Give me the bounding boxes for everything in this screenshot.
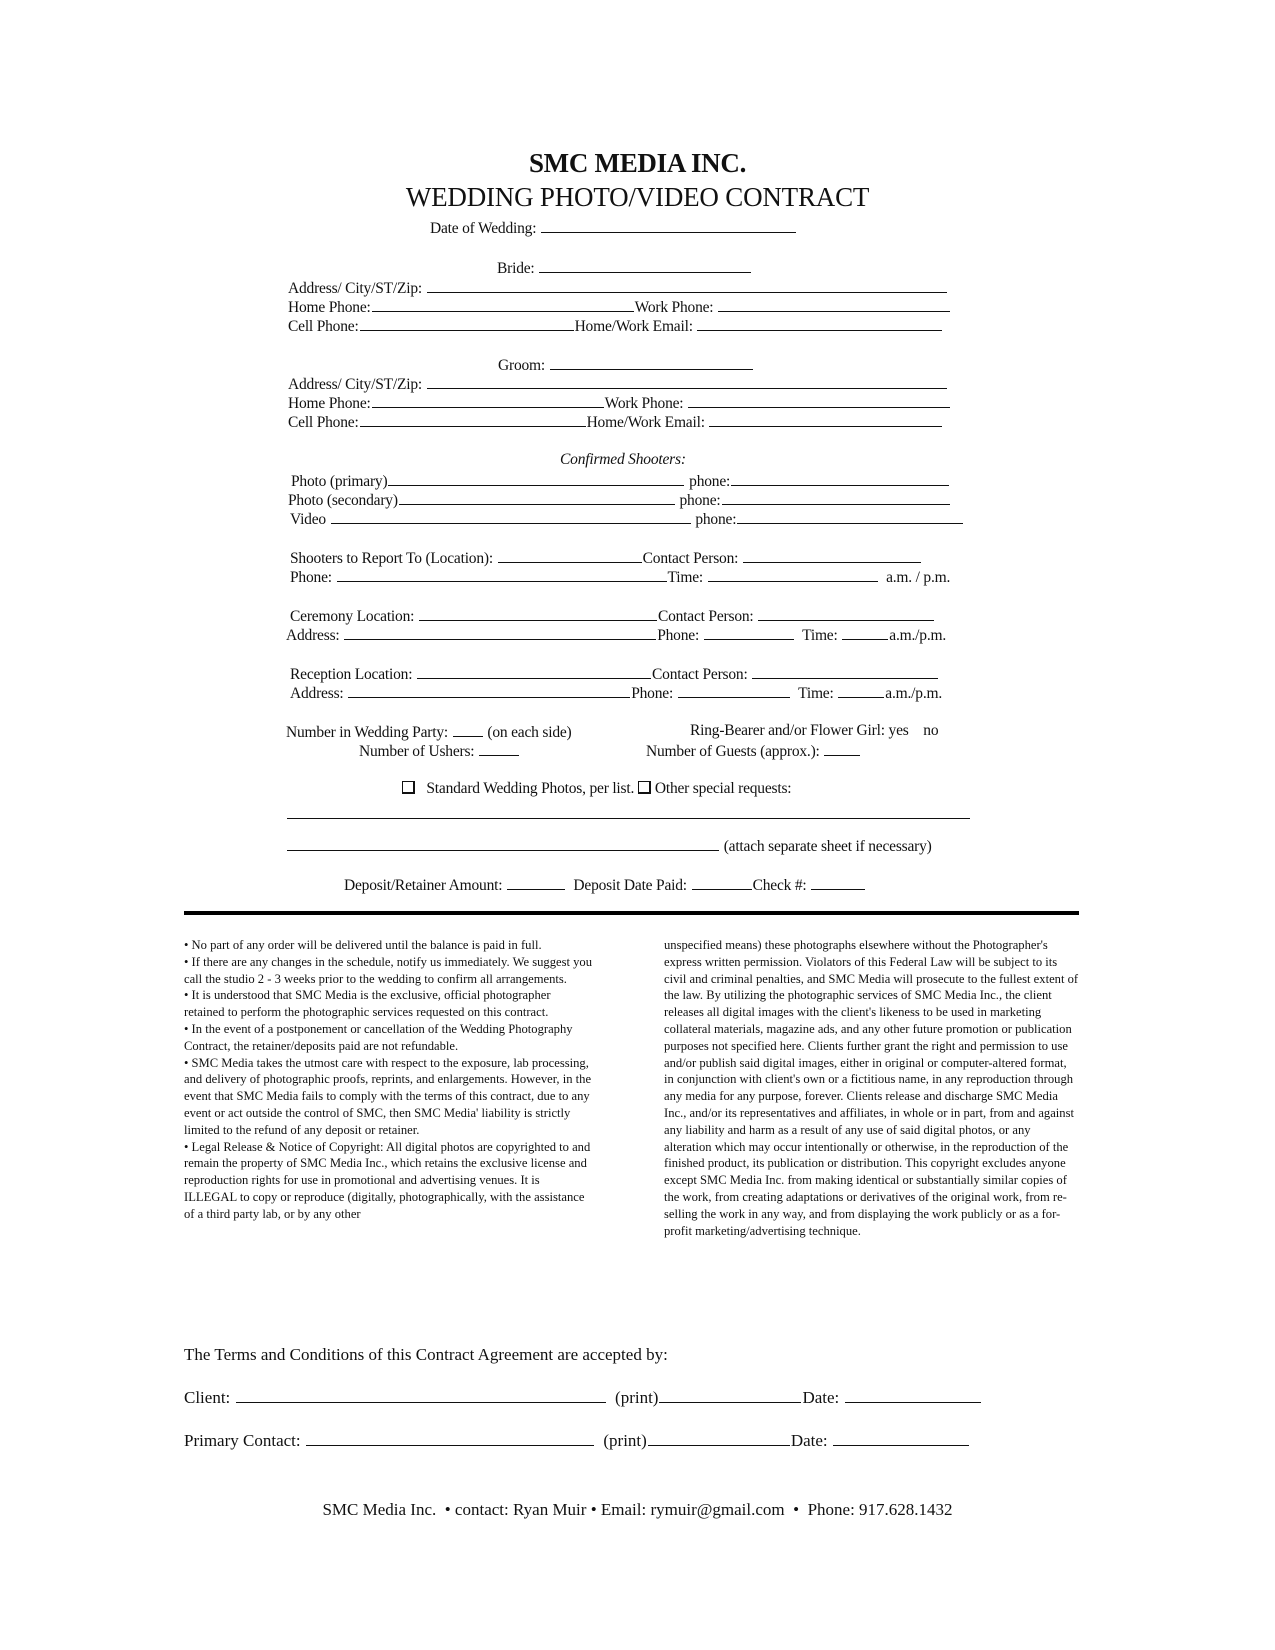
reception-contact-label: Contact Person: bbox=[652, 666, 748, 683]
shooter-name-field[interactable] bbox=[331, 509, 691, 524]
ring-bearer-no-option[interactable]: no bbox=[923, 722, 939, 739]
shooter-label: Photo (primary) bbox=[291, 473, 388, 490]
primary-contact-date-label: Date: bbox=[790, 1431, 828, 1450]
report-ampm: a.m. / p.m. bbox=[886, 569, 951, 586]
ceremony-phone-field[interactable] bbox=[704, 625, 794, 640]
reception-ampm: a.m./p.m. bbox=[885, 685, 943, 702]
primary-contact-signature-row bbox=[184, 1431, 970, 1451]
groom-work-phone-label: Work Phone: bbox=[604, 395, 684, 412]
groom-label: Groom: bbox=[498, 357, 546, 374]
shooter-phone-field[interactable] bbox=[737, 509, 963, 524]
groom-address-label: Address/ City/ST/Zip: bbox=[288, 376, 423, 393]
reception-time-label: Time: bbox=[798, 685, 834, 702]
ushers-label: Number of Ushers: bbox=[359, 743, 475, 760]
ceremony-location-label: Ceremony Location: bbox=[290, 608, 415, 625]
terms-right-column bbox=[664, 937, 1079, 1239]
reception-location-field[interactable] bbox=[417, 664, 651, 679]
reception-location-row bbox=[290, 664, 939, 684]
terms-left-column bbox=[184, 937, 594, 1223]
bride-cell-phone-field[interactable] bbox=[360, 316, 574, 331]
term-item: • If there are any changes in the schedule, notify us immediately. We suggest you call the studio 2 - 3 weeks prior to the wedding to confirm all arrangements. bbox=[184, 954, 593, 986]
deposit-amount-field[interactable] bbox=[507, 875, 565, 890]
groom-cell-phone-field[interactable] bbox=[360, 412, 586, 427]
client-date-label: Date: bbox=[802, 1388, 840, 1407]
client-print-label: (print) bbox=[615, 1388, 659, 1407]
ceremony-location-row bbox=[290, 606, 935, 626]
date-of-wedding-row bbox=[430, 218, 797, 238]
ceremony-address-field[interactable] bbox=[344, 625, 656, 640]
shooter-row-video bbox=[290, 509, 964, 529]
shooter-phone-label: phone: bbox=[695, 511, 737, 528]
company-name: SMC MEDIA INC. bbox=[528, 148, 747, 178]
section-divider bbox=[184, 911, 1079, 915]
groom-home-phone-label: Home Phone: bbox=[288, 395, 371, 412]
confirmed-shooters-heading: Confirmed Shooters: bbox=[560, 451, 686, 468]
shooter-phone-label: phone: bbox=[689, 473, 731, 490]
primary-contact-signature-field[interactable] bbox=[306, 1431, 594, 1446]
report-contact-field[interactable] bbox=[743, 548, 921, 563]
shooter-name-field[interactable] bbox=[399, 490, 675, 505]
requests-row bbox=[402, 780, 791, 798]
special-requests-label: Other special requests: bbox=[654, 780, 792, 797]
ring-bearer-yes-option[interactable]: yes bbox=[888, 722, 909, 739]
client-print-field[interactable] bbox=[659, 1388, 801, 1403]
client-label: Client: bbox=[184, 1388, 231, 1407]
reception-address-field[interactable] bbox=[348, 683, 630, 698]
ceremony-address-label: Address: bbox=[286, 627, 340, 644]
bride-cell-row bbox=[288, 316, 943, 336]
bride-address-label: Address/ City/ST/Zip: bbox=[288, 280, 423, 297]
guests-field[interactable] bbox=[824, 741, 860, 756]
primary-contact-print-field[interactable] bbox=[648, 1431, 790, 1446]
check-number-field[interactable] bbox=[811, 875, 865, 890]
standard-photos-label: Standard Wedding Photos, per list. bbox=[426, 780, 635, 797]
ceremony-time-field[interactable] bbox=[842, 625, 888, 640]
bride-work-phone-field[interactable] bbox=[718, 297, 950, 312]
ring-bearer-row bbox=[690, 722, 938, 740]
report-location-field[interactable] bbox=[498, 548, 642, 563]
report-phone-label: Phone: bbox=[290, 569, 332, 586]
term-item: • Legal Release & Notice of Copyright: All digital photos are copyrighted to and remain the property of SMC Media Inc., which retains the exclusive license and reproduction rights for use in promotional and advertising venues. It is ILLEGAL to copy or reproduce (digitally, photographically, with the assistance of a third party lab, or by any other bbox=[184, 1139, 591, 1221]
client-signature-field[interactable] bbox=[236, 1388, 606, 1403]
report-location-label: Shooters to Report To (Location): bbox=[290, 550, 493, 567]
guests-label: Number of Guests (approx.): bbox=[646, 743, 820, 760]
ceremony-location-field[interactable] bbox=[419, 606, 657, 621]
reception-time-field[interactable] bbox=[838, 683, 884, 698]
reception-phone-field[interactable] bbox=[678, 683, 790, 698]
acceptance-heading: The Terms and Conditions of this Contract Agreement are accepted by: bbox=[184, 1345, 668, 1364]
wedding-party-field[interactable] bbox=[453, 722, 483, 737]
reception-location-label: Reception Location: bbox=[290, 666, 413, 683]
bride-home-phone-label: Home Phone: bbox=[288, 299, 371, 316]
term-item: • In the event of a postponement or cancellation of the Wedding Photography Contract, the retainer/deposits paid are not refundable. bbox=[184, 1021, 573, 1053]
groom-phone-row bbox=[288, 393, 951, 413]
special-requests-line-1[interactable] bbox=[287, 818, 970, 819]
bride-email-label: Home/Work Email: bbox=[574, 318, 693, 335]
footer-contact: SMC Media Inc. • contact: Ryan Muir • Email: rymuir@gmail.com • Phone: 917.628.1432 bbox=[322, 1500, 953, 1519]
deposit-amount-label: Deposit/Retainer Amount: bbox=[344, 877, 503, 894]
date-of-wedding-field[interactable] bbox=[541, 218, 796, 233]
bride-cell-phone-label: Cell Phone: bbox=[288, 318, 359, 335]
reception-phone-label: Phone: bbox=[631, 685, 674, 702]
bride-name-field[interactable] bbox=[539, 258, 751, 273]
groom-name-field[interactable] bbox=[550, 355, 753, 370]
bride-name-row bbox=[497, 258, 752, 278]
ceremony-contact-field[interactable] bbox=[758, 606, 934, 621]
bride-email-field[interactable] bbox=[697, 316, 942, 331]
shooter-row-photo-secondary bbox=[288, 490, 951, 510]
wedding-party-suffix: (on each side) bbox=[487, 724, 572, 741]
deposit-row bbox=[344, 875, 866, 895]
term-continuation: unspecified means) these photographs elsewhere without the Photographer's express written permission. Violators of this Federal Law will be subject to its civil and criminal penalties, and SMC Media will prosecute to the fullest extent of the law. By utilizing the photographic services of SMC Media Inc., the client releases all digital images with the client's likeness to be used in marketing collateral materials, magazine ads, and any other future promotion or publication purposes not specified here. Clients further grant the right and permission to use and/or publish said digital images, either in original or computer-altered format, in conjunction with client's own or a fictitious name, in any reproduction through any media for any purpose, forever. Clients release and discharge SMC Media Inc., and/or its representatives and affiliates, in whole or in part, from and against any liability and harm as a result of any use of said digital photos, or any alteration which may occur intentionally or otherwise, in the reproduction of the finished product, its publication or distribution. This copyright excludes anyone except SMC Media Inc. from making identical or substantially similar copies of the work, from creating adaptations or derivatives of the original work, from re-selling the work in any way, and from displaying the work publicly or as a for-profit marketing/advertising technique. bbox=[664, 938, 1079, 1238]
bride-label: Bride: bbox=[497, 260, 535, 277]
report-time-field[interactable] bbox=[708, 567, 878, 582]
reception-contact-field[interactable] bbox=[752, 664, 938, 679]
report-time-label: Time: bbox=[667, 569, 704, 586]
ceremony-time-label: Time: bbox=[802, 627, 838, 644]
deposit-date-label: Deposit Date Paid: bbox=[573, 877, 687, 894]
report-location-row bbox=[290, 548, 922, 568]
primary-contact-print-label: (print) bbox=[603, 1431, 647, 1450]
special-requests-line-2[interactable] bbox=[287, 836, 719, 851]
shooter-phone-label: phone: bbox=[679, 492, 721, 509]
groom-address-field[interactable] bbox=[427, 374, 947, 389]
groom-email-field[interactable] bbox=[709, 412, 942, 427]
bride-address-field[interactable] bbox=[427, 278, 947, 293]
term-item: • No part of any order will be delivered until the balance is paid in full. bbox=[184, 938, 542, 952]
document-title: WEDDING PHOTO/VIDEO CONTRACT bbox=[405, 182, 870, 212]
groom-home-phone-field[interactable] bbox=[372, 393, 604, 408]
groom-cell-phone-label: Cell Phone: bbox=[288, 414, 359, 431]
shooter-phone-field[interactable] bbox=[722, 490, 950, 505]
report-phone-row bbox=[290, 567, 950, 587]
bride-address-row bbox=[288, 278, 948, 298]
report-phone-field[interactable] bbox=[337, 567, 667, 582]
reception-address-label: Address: bbox=[290, 685, 344, 702]
attach-note: (attach separate sheet if necessary) bbox=[723, 838, 932, 855]
term-item: • It is understood that SMC Media is the exclusive, official photographer retained to perform the photographic services requested on this contract. bbox=[184, 988, 551, 1020]
bride-work-phone-label: Work Phone: bbox=[634, 299, 714, 316]
shooter-name-field[interactable] bbox=[388, 471, 684, 486]
ushers-field[interactable] bbox=[479, 741, 519, 756]
report-contact-label: Contact Person: bbox=[642, 550, 739, 567]
groom-cell-row bbox=[288, 412, 943, 432]
ring-bearer-label: Ring-Bearer and/or Flower Girl: bbox=[690, 722, 885, 739]
standard-photos-checkbox[interactable] bbox=[402, 781, 415, 794]
term-item: • SMC Media takes the utmost care with respect to the exposure, lab processing, and delivery of photographic proofs, reprints, and enlargements. However, in the event that SMC Media fails to comply with the terms of this contract, due to any event or act outside the control of SMC, then SMC Media' liability is strictly limited to the refund of any deposit or retainer. bbox=[184, 1055, 592, 1137]
ceremony-address-row bbox=[286, 625, 946, 645]
check-number-label: Check #: bbox=[752, 877, 807, 894]
deposit-date-field[interactable] bbox=[692, 875, 752, 890]
wedding-party-label: Number in Wedding Party: bbox=[286, 724, 448, 741]
primary-contact-label: Primary Contact: bbox=[184, 1431, 301, 1450]
shooter-row-photo-primary bbox=[291, 471, 950, 491]
shooter-label: Photo (secondary) bbox=[288, 492, 398, 509]
wedding-party-row bbox=[286, 722, 572, 742]
ceremony-ampm: a.m./p.m. bbox=[889, 627, 947, 644]
groom-email-label: Home/Work Email: bbox=[586, 414, 705, 431]
shooter-phone-field[interactable] bbox=[731, 471, 949, 486]
bride-phone-row bbox=[288, 297, 951, 317]
special-requests-line-2-row bbox=[287, 836, 932, 856]
ceremony-contact-label: Contact Person: bbox=[657, 608, 754, 625]
guests-row bbox=[646, 741, 861, 761]
primary-contact-date-field[interactable] bbox=[833, 1431, 969, 1446]
groom-name-row bbox=[498, 355, 754, 375]
ushers-row bbox=[359, 741, 520, 761]
ceremony-phone-label: Phone: bbox=[657, 627, 700, 644]
client-signature-row bbox=[184, 1388, 982, 1408]
groom-work-phone-field[interactable] bbox=[688, 393, 950, 408]
client-date-field[interactable] bbox=[845, 1388, 981, 1403]
shooter-label: Video bbox=[290, 511, 326, 528]
groom-address-row bbox=[288, 374, 948, 394]
special-requests-checkbox[interactable] bbox=[638, 781, 651, 794]
reception-address-row bbox=[290, 683, 942, 703]
date-of-wedding-label: Date of Wedding: bbox=[430, 220, 537, 237]
bride-home-phone-field[interactable] bbox=[372, 297, 634, 312]
